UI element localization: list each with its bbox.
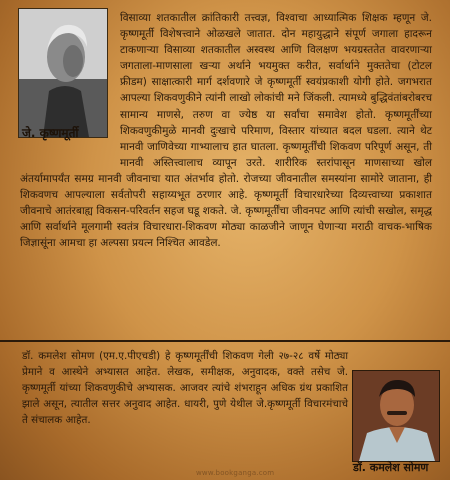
about-author-section [0,342,450,480]
intro-paragraph: विसाव्या शतकातील क्रांतिकारी तत्त्वज्ञ, विश्वाचा आध्यात्मिक शिक्षक म्हणून जे. कृष्णमूर्ती विशेषत्त्वाने ओळखले जातात. दोन महायुद्धाने संपूर्ण जगाला हादरून टाकणाऱ्या विसाव्या शतकातील अस्वस्थ आणि विलक्षण भयग्रस्ततेत वावरणाऱ्या जगताला-माणसाला खऱ्या अर्थाने भयमुक्त करीत, सर्वार्थाने मुक्ततेचा (टोटल फ्रीडम) साक्षात्कारी मार्ग दर्शवणारे जे कृष्णमूर्ती स्वयंप्रकाशी योगी होते. जगभरात आपल्या शिकवणुकीने त्यांनी लाखो लोकांची मने जिंकली. त्यामध्ये बुद्धिवंतांबरोबरच सामान्य माणसे, तरुण वा ज्येष्ठ या सर्वांचा समावेश होतो. कृष्णमूर्तींच्या शिकवणुकीमुळे मानवी दुःखाचे परिमाण, विस्तार यांच्यात बदल घडला. त्याने थेट मानवी जाणिवेच्या गाभ्यालाच हात घातला. कृष्णमूर्तींची शिकवण परिपूर्ण असून, ती मानवी अस्तित्त्वालाच व्यापून उरते. शारीरिक स्तरांपासून माणसाच्या खोल अंतर्यामापर्यंत समग्र मानवी जीवनाचा यात अंतर्भाव होतो. रोजच्या जीवनातील समस्यांना सामोरे जाताना, ही शिकवणच आपल्याला सर्वतोपरी सहाय्यभूत ठरणार आहे. कृष्णमूर्ती विचारधारेच्या दिव्यत्त्वाच्या प्रकाशात जीवनाचे आतंरबाह्य विकसन-परिवर्तन सहज घडू शकते. जे. कृष्णमूर्तींचा जीवनपट आणि त्यांची सखोल, समृद्ध आणि सर्वार्थाने मूलगामी स्वतंत्र विचारधारा-शिकवण मोठ्या काळजीने जाणून घेणाऱ्या मराठी वाचक-भाषिक जिज्ञासूंना आमचा हा अल्पसा प्रयत्न निश्चित आवडेल. [20,12,432,250]
website-watermark: www.bookganga.com [196,469,275,477]
photo-spacer [20,10,114,156]
intro-paragraph-wrapper [20,10,432,251]
author-portrait-image [353,371,439,461]
krishnamurti-caption: जे. कृष्णमूर्ती [22,126,79,140]
author-caption: डॉ. कमलेश सोमण [353,461,429,474]
author-photo [352,370,440,462]
author-bio-paragraph: डॉ. कमलेश सोमण (एम.ए.पीएचडी) हे कृष्णमूर्तींची शिकवण गेली २७-२८ वर्षे मोठ्या प्रेमाने व आस्थेने अभ्यासत आहेत. लेखक, समीक्षक, अनुवादक, वक्ते तसेच जे. कृष्णमूर्ती यांच्या शिकवणुकीचे अभ्यासक. आजवर त्यांचे शंभराहून अधिक ग्रंथ प्रकाशित झाले असून, त्यातील सत्तर अनुवाद आहेत. धायरी, पुणे येथील जे.कृष्णमूर्ती विचारमंचाचे ते संचालक आहेत. [22,350,348,426]
